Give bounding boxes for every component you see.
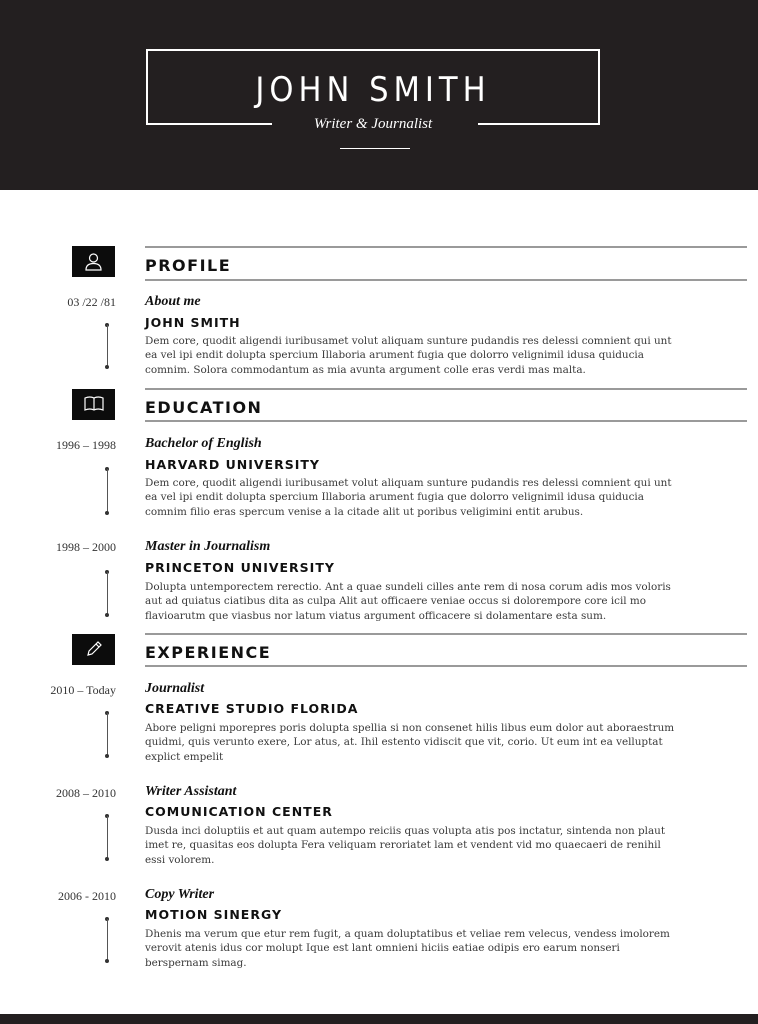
profile-heading: About me <box>145 294 201 309</box>
experience-date: 2006 - 2010 <box>58 889 116 903</box>
experience-text: Dhenis ma verum que etur rem fugit, a quam doluptatibus et veliae rem velecus, vendess imolorem verovit atenis idus cor molupt Ique est lant omnieni hiciis eatiae odipis ero earum nonseri berspernam simag. <box>145 928 670 969</box>
timeline-line <box>107 325 108 367</box>
profile-text: Dem core, quodit aligendi iuribusamet volut aliquam sunture pudandis res delessi comnient qui unt ea vel ipi endit dolupta spercium Illaboria arument fugia que dolorro velignimil idusa quiducia comnim. Solora commodantum as mia avunta argument colle eras verdi mas malta. <box>145 335 672 376</box>
experience-company: MOTION SINERGY <box>145 907 282 922</box>
header-banner <box>0 0 758 190</box>
header-divider <box>340 148 410 149</box>
experience-role: Journalist <box>145 681 205 696</box>
timeline-dot <box>105 613 109 617</box>
section-rule <box>145 633 747 635</box>
section-title-experience: EXPERIENCE <box>145 643 272 662</box>
experience-role: Writer Assistant <box>145 784 237 799</box>
timeline-dot <box>105 511 109 515</box>
section-rule <box>145 388 747 390</box>
timeline-dot <box>105 857 109 861</box>
education-degree: Bachelor of English <box>145 436 262 451</box>
person-icon <box>72 246 115 277</box>
education-text: Dolupta untemporectem rerectio. Ant a quae sundeli cilles ante rem di nosa corum adis mos voloris aut ad quiatus ciatibus dita as culpa Alit aut officaere veniae occus si dolorempore core icil mo flavioarutm que viasbus nor latum viatus argument officacere si dolamentare esta sum. <box>145 581 671 622</box>
timeline-dot <box>105 754 109 758</box>
experience-text: Dusda inci doluptiis et aut quam autempo reiciis quas volupta atis pos inctatur, sintenda non plaut imet re, quasitas eos dolupta Fera veliquam reroriatet lam et vendent vid mo quaecaeri de renihil essi volorem. <box>145 825 666 866</box>
section-title-profile: PROFILE <box>145 256 232 275</box>
education-text: Dem core, quodit aligendi iuribusamet volut aliquam sunture pudandis res delessi comnient qui unt ea vel ipi endit dolupta spercium Illaboria arument fugia que dolorro velignimil idusa quiducia comnim filio eras spercum venise a la citade alit ut poribus veligimini entit arubus. <box>145 477 672 518</box>
timeline-line <box>107 919 108 961</box>
profile-name: JOHN SMITH <box>145 315 241 330</box>
profile-date: 03 /22 /81 <box>67 295 116 309</box>
experience-date: 2010 – Today <box>50 683 116 697</box>
education-school: PRINCETON UNIVERSITY <box>145 560 335 575</box>
experience-role: Copy Writer <box>145 887 215 902</box>
experience-company: COMUNICATION CENTER <box>145 804 333 819</box>
section-rule <box>145 246 747 248</box>
pencil-icon <box>72 634 115 665</box>
timeline-line <box>107 816 108 859</box>
resume-name: JOHN SMITH <box>255 70 491 110</box>
timeline-line <box>107 572 108 615</box>
section-rule <box>145 420 747 422</box>
timeline-dot <box>105 959 109 963</box>
section-rule <box>145 665 747 667</box>
experience-date: 2008 – 2010 <box>56 786 116 800</box>
timeline-line <box>107 713 108 756</box>
education-date: 1998 – 2000 <box>56 540 116 554</box>
section-title-education: EDUCATION <box>145 398 263 417</box>
footer-bar <box>0 1014 758 1024</box>
education-school: HARVARD UNIVERSITY <box>145 457 320 472</box>
resume-subtitle: Writer & Journalist <box>313 116 433 132</box>
experience-company: CREATIVE STUDIO FLORIDA <box>145 701 359 716</box>
timeline-line <box>107 469 108 513</box>
book-icon <box>72 389 115 420</box>
section-rule <box>145 279 747 281</box>
timeline-dot <box>105 365 109 369</box>
education-degree: Master in Journalism <box>145 539 271 554</box>
experience-text: Abore peligni mporepres poris dolupta spellia si non consenet hilis libus eum dolor aut aboraestrum quidmi, quis verunto exere, Lor atus, at. Ihil estento vidiscit que vit, corio. Ut eum int ea velluptat explict empelit <box>145 722 675 763</box>
education-date: 1996 – 1998 <box>56 438 116 452</box>
